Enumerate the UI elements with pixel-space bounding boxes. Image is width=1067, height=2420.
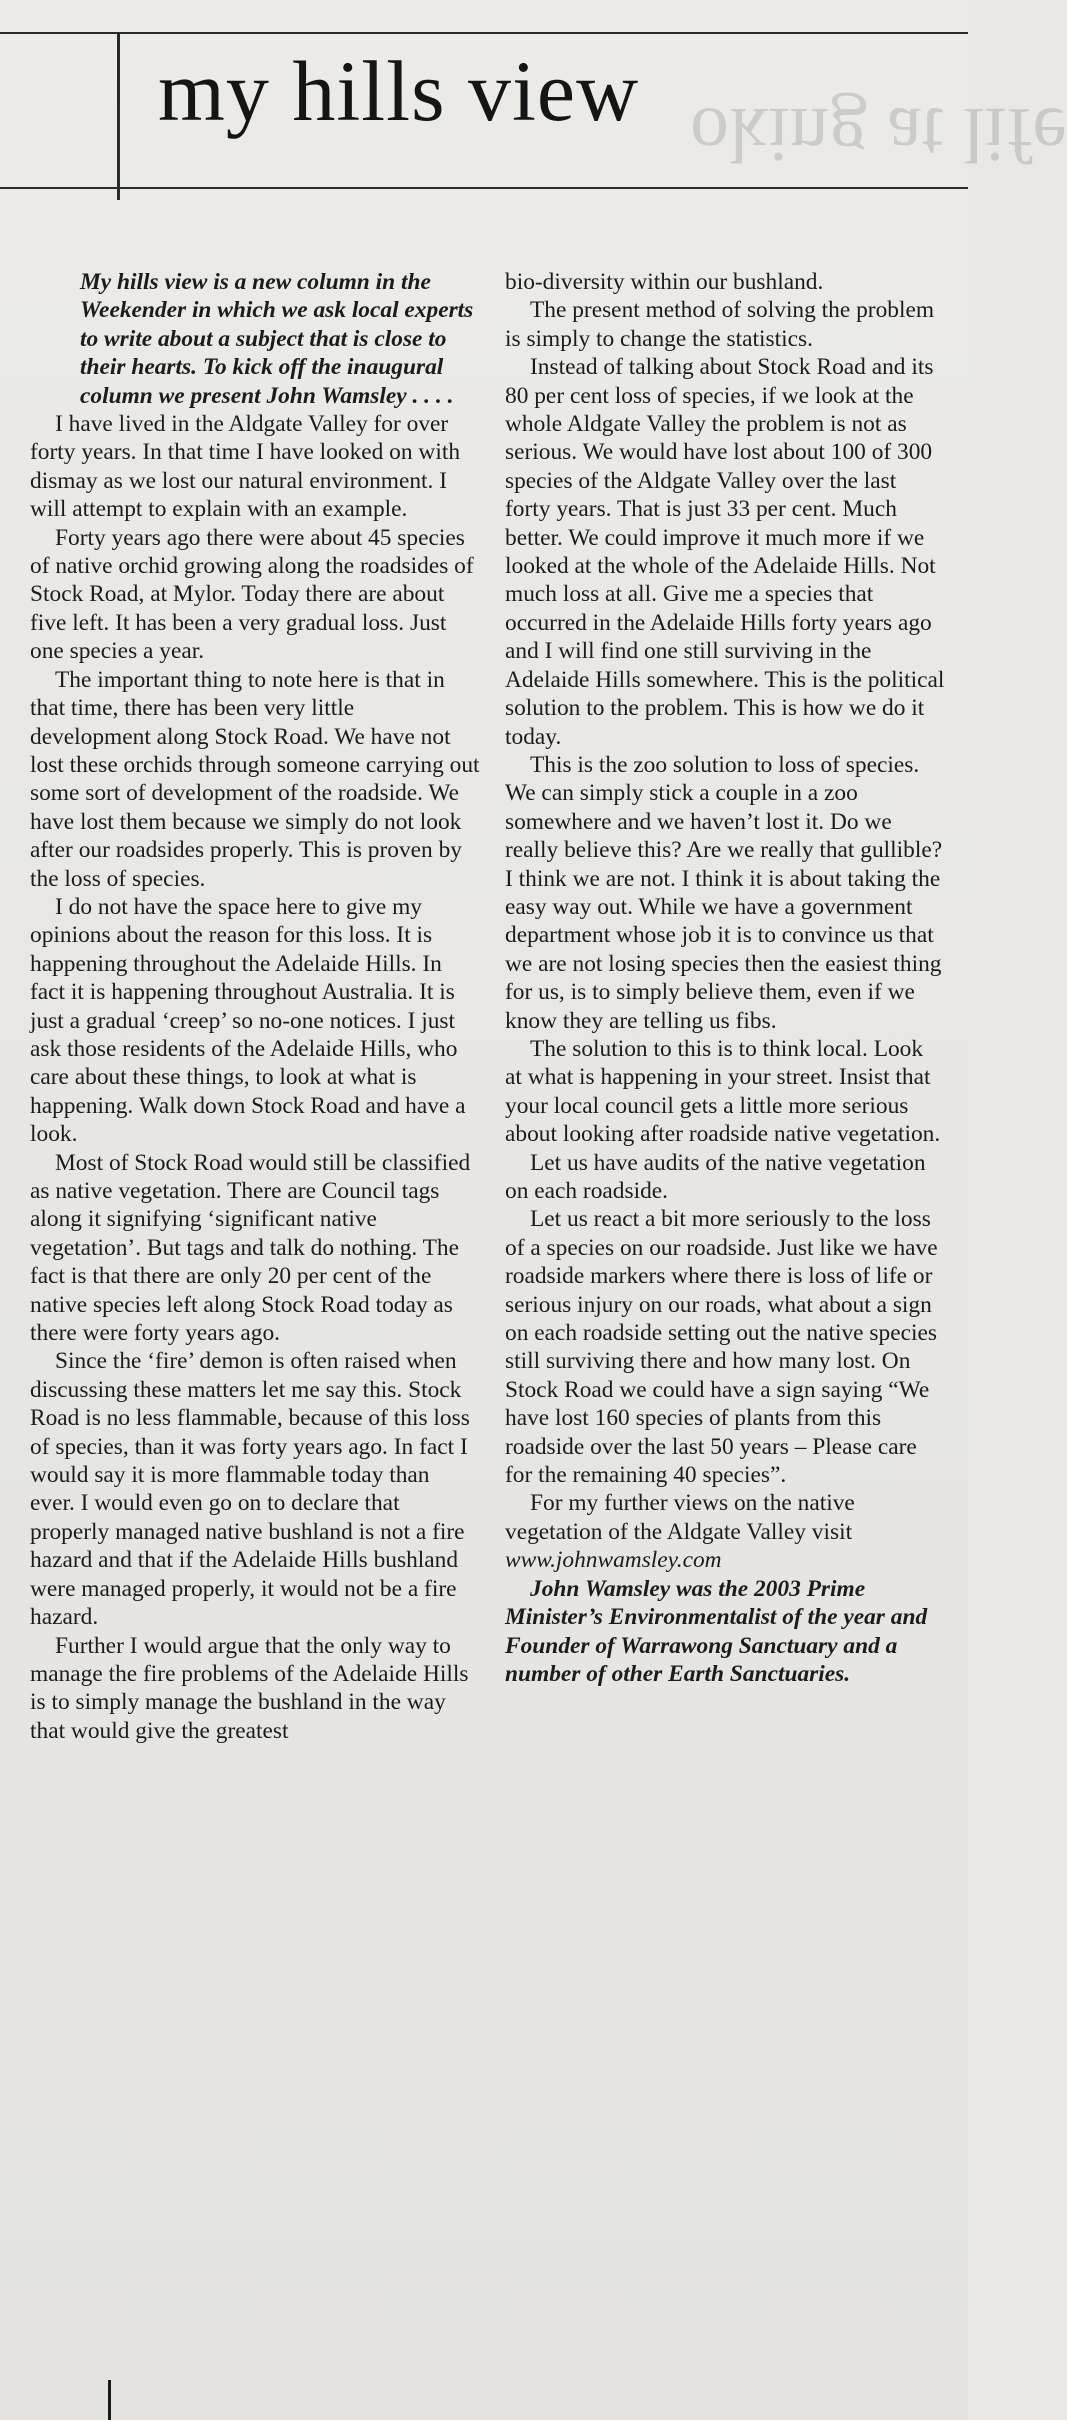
body-paragraph: The important thing to note here is that in that time, there has been very little development along Stock Road. We have not lost these orchids through someone carrying out some sort of development of the roadside. We have lost them because we simply do not look after our roadsides properly. This is proven by the loss of species. xyxy=(30,666,480,892)
body-paragraph: The present method of solving the problem is simply to change the statistics. xyxy=(505,297,935,352)
top-rule xyxy=(0,32,968,34)
body-paragraph-continued: bio-diversity within our bushland. xyxy=(505,269,824,295)
body-paragraph: Forty years ago there were about 45 species of native orchid growing along the roadsides of Stock Road, at Mylor. Today there are about five left. It has been a very gradual loss. Just one species a year. xyxy=(30,524,474,665)
body-paragraph: Let us react a bit more seriously to the loss of a species on our roadside. Just like we have roadside markers where there is loss of life or serious injury on our roads, what about a sign on each roadside setting out the native species still surviving there and how many lost. On Stock Road we could have a sign saying “We have lost 160 species of plants from this roadside over the last 50 years – Please care for the remaining 40 species”. xyxy=(505,1206,938,1489)
body-paragraph: I do not have the space here to give my opinions about the reason for this loss. It is happening throughout the Adelaide Hills. In fact it is happening throughout Australia. It is just a gradual ‘creep’ so no-one notices. I just ask those residents of the Adelaide Hills, who care about these things, to look at what is happening. Walk down Stock Road and have a look. xyxy=(30,893,466,1148)
body-paragraph: For my further views on the native vegetation of the Aldgate Valley visit xyxy=(505,1490,855,1545)
body-paragraph: I have lived in the Aldgate Valley for over forty years. In that time I have looked on with dismay as we lost our natural environment. I will attempt to explain with an example. xyxy=(30,411,461,523)
body-paragraph: This is the zoo solution to loss of species. We can simply stick a couple in a zoo somewhere and we haven’t lost it. Do we really believe this? Are we really that gullible? I think we are not. I think it is about taking the easy way out. While we have a government department whose job it is to convince us that we are not losing species then the easiest thing for us, is to simply believe them, even if we know they are telling us fibs. xyxy=(505,751,943,1034)
author-bio: John Wamsley was the 2003 Prime Minister’s Environmentalist of the year and Founder of Warrawong Sanctuary and a number of other Earth Sanctuaries. xyxy=(505,1575,928,1687)
bleed-through-text: oking at life xyxy=(690,92,1067,179)
column-title: my hills view xyxy=(158,43,640,139)
bottom-rule xyxy=(0,187,968,189)
website-link[interactable]: www.johnwamsley.com xyxy=(505,1547,722,1574)
body-paragraph: Instead of talking about Stock Road and its 80 per cent loss of species, if we look at the whole Aldgate Valley the problem is not as serious. We would have lost about 100 of 300 species of the Aldgate Valley over the last forty years. That is just 33 per cent. Much better. We could improve it much more if we looked at the whole of the Adelaide Hills. Not much loss at all. Give me a species that occurred in the Adelaide Hills forty years ago and I will find one still surviving in the Adelaide Hills somewhere. This is the political solution to the problem. This is how we do it today. xyxy=(505,354,945,750)
body-paragraph: Further I would argue that the only way to manage the fire problems of the Adelaide Hills is to simply manage the bushland in the way that would give the greatest xyxy=(30,1632,469,1744)
intro-paragraph: My hills view is a new column in the Weekender in which we ask local experts to write about a subject that is close to their hearts. To kick off the inaugural column we present John Wamsley . . . . xyxy=(80,269,474,409)
article-column-left xyxy=(30,268,480,1745)
column-masthead xyxy=(0,0,1067,200)
footer-rule-mark xyxy=(108,2380,111,2420)
vertical-rule xyxy=(117,32,120,200)
body-paragraph: The solution to this is to think local. Look at what is happening in your street. Insist that your local council gets a little more serious about looking after roadside native vegetation. xyxy=(505,1035,941,1148)
article-column-right xyxy=(505,268,945,1688)
body-paragraph: Since the ‘fire’ demon is often raised when discussing these matters let me say this. Stock Road is no less flammable, because of this loss of species, than it was forty years ago. In fact I would say it is more flammable today than ever. I would even go on to declare that properly managed native bushland is not a fire hazard and that if the Adelaide Hills bushland were managed properly, it would not be a fire hazard. xyxy=(30,1348,470,1631)
body-paragraph: Most of Stock Road would still be classified as native vegetation. There are Council tags along it signifying ‘significant native vegetation’. But tags and talk do nothing. The fact is that there are only 20 per cent of the native species left along Stock Road today as there were forty years ago. xyxy=(30,1149,471,1347)
body-paragraph: Let us have audits of the native vegetation on each roadside. xyxy=(505,1149,926,1204)
